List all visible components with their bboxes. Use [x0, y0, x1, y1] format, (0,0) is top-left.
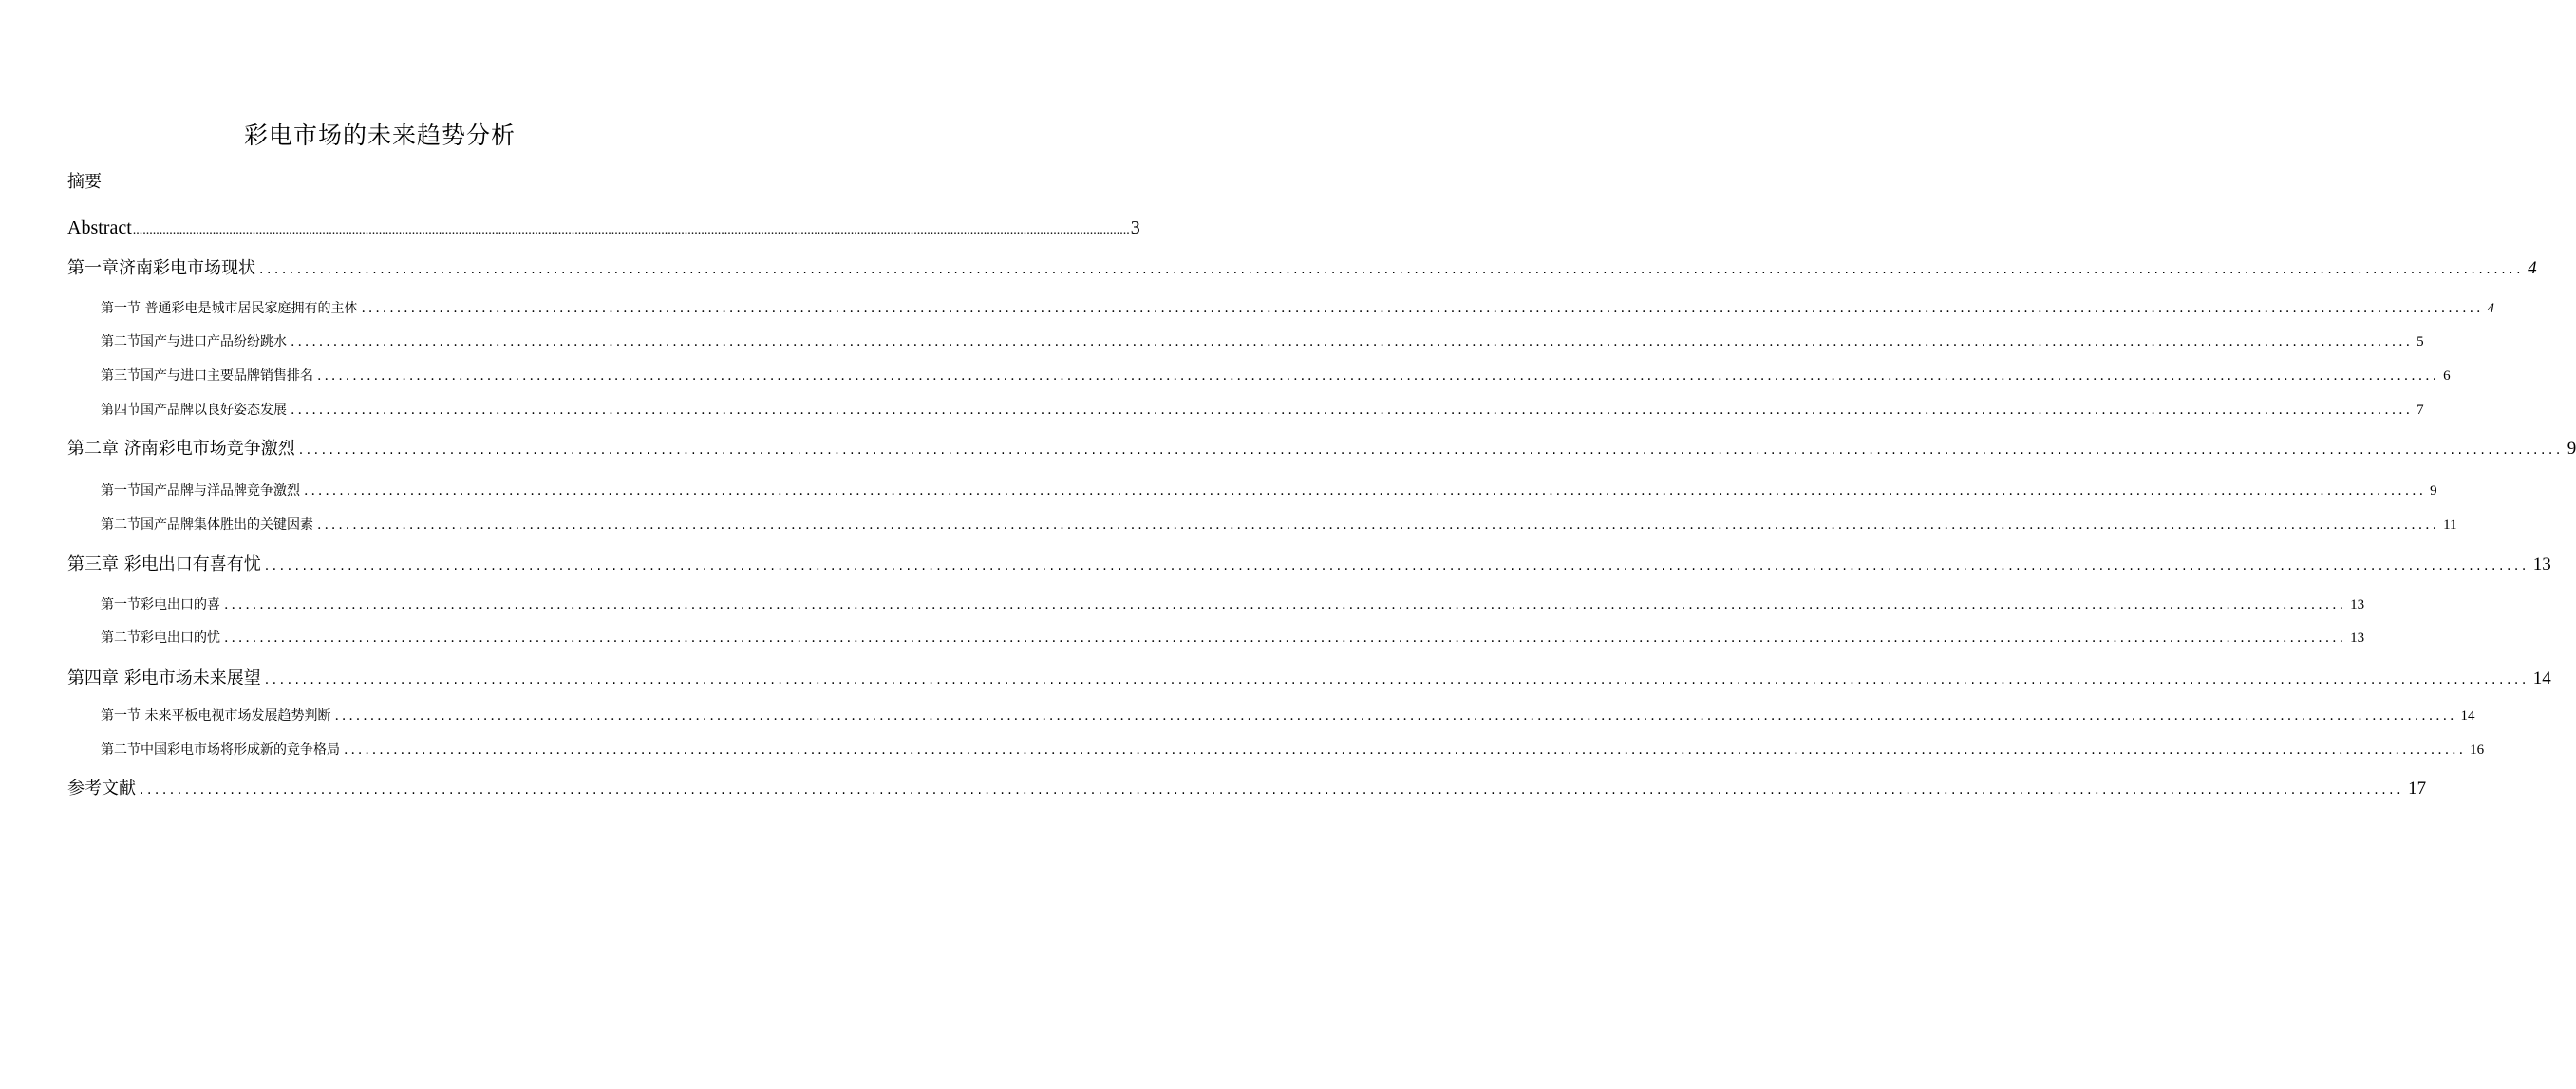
toc-entry-page: 5: [2416, 334, 2424, 349]
toc-entry-label: 参考文献: [67, 779, 136, 798]
dot-leader: ............................................................................................................................................................................................................................................................................................................: [264, 672, 2529, 687]
toc-entry-page: 13: [2350, 630, 2365, 646]
dot-leader: ............................................................................................................................................................................................................................................................................................................: [317, 368, 2440, 384]
abstract-heading-cn: 摘要: [67, 172, 102, 192]
toc-entry-page: 6: [2443, 368, 2451, 384]
dot-leader: ............................................................................................................................................................................................................................................................................................................: [224, 630, 2347, 646]
toc-entry-label: 第二节国产品牌集体胜出的关键因素: [101, 517, 313, 533]
dot-leader: ............................................................................................................................................................................................................................................................................................................: [291, 334, 2414, 349]
dot-leader: ............................................................................................................................................................................................................................................................................................................: [344, 742, 2467, 758]
toc-entry-chapter-4[interactable]: [67, 667, 2551, 692]
toc-entry-page: 13: [2350, 597, 2365, 612]
toc-entry-page: 14: [2532, 668, 2551, 688]
toc-entry-label: 第一节 普通彩电是城市居民家庭拥有的主体: [101, 301, 358, 316]
toc-entry-label: 第三节国产与进口主要品牌销售排名: [101, 368, 313, 384]
toc-entry-section-1-4[interactable]: [101, 400, 2424, 421]
toc-entry-label: 第四章 彩电市场未来展望: [67, 668, 261, 688]
toc-entry-label: Abstract: [67, 217, 132, 238]
toc-entry-page: 3: [1130, 217, 1140, 238]
dot-leader: ............................................................................................................................................................................................................................................................................................................: [361, 301, 2484, 316]
toc-entry-page: 17: [2408, 779, 2427, 798]
toc-entry-section-2-1[interactable]: [101, 480, 2437, 501]
toc-entry-label: 第一节 未来平板电视市场发展趋势判断: [101, 708, 331, 723]
toc-entry-label: 第一节彩电出口的喜: [101, 597, 220, 612]
toc-entry-page: 7: [2416, 403, 2424, 418]
dot-leader: ............................................................................................................................................................................................................................................................................................................: [317, 517, 2440, 533]
dot-leader: ............................................................................................................................................................................................................................................................................................................: [304, 483, 2427, 498]
toc-entry-label: 第一节国产品牌与洋品牌竞争激烈: [101, 483, 300, 498]
dot-leader: ............................................................................................................................................................................................................................................................................................................: [224, 597, 2347, 612]
toc-entry-page: 4: [2487, 301, 2495, 316]
toc-entry-page: 4: [2528, 258, 2537, 278]
dot-leader: ............................................................................................................................................................................................................................................................................................................: [140, 782, 2405, 798]
dot-leader: ............................................................................................................................................................................................................................................................................................................: [298, 442, 2564, 458]
toc-entry-abstract[interactable]: [67, 216, 1140, 243]
dot-leader: ............................................................................................................................................................................................................................................................................................................: [334, 708, 2457, 723]
toc-entry-section-4-2[interactable]: [101, 740, 2485, 760]
toc-entry-page: 13: [2532, 554, 2551, 574]
toc-entry-section-2-2[interactable]: [101, 515, 2457, 535]
toc-entry-label: 第四节国产品牌以良好姿态发展: [101, 403, 287, 418]
toc-entry-section-1-3[interactable]: [101, 366, 2451, 386]
toc-entry-label: 第二节中国彩电市场将形成新的竞争格局: [101, 742, 340, 758]
toc-entry-label: 第二节国产与进口产品纷纷跳水: [101, 334, 287, 349]
toc-entry-chapter-2[interactable]: [67, 437, 2576, 462]
toc-entry-section-3-1[interactable]: [101, 594, 2365, 615]
toc-entry-label: 第二章 济南彩电市场竞争激烈: [67, 439, 295, 459]
toc-entry-section-3-2[interactable]: [101, 628, 2365, 648]
toc-entry-page: 11: [2443, 517, 2457, 533]
toc-entry-chapter-1[interactable]: [67, 256, 2537, 282]
toc-entry-section-1-1[interactable]: [101, 298, 2495, 319]
toc-entry-label: 第一章济南彩电市场现状: [67, 258, 255, 278]
toc-entry-section-4-1[interactable]: [101, 705, 2475, 726]
document-title: 彩电市场的未来趋势分析: [243, 122, 516, 149]
dot-leader: ............................................................................................................................................................................................................................................................................................................: [132, 223, 1130, 237]
toc-entry-label: 第三章 彩电出口有喜有忧: [67, 554, 261, 574]
dot-leader: ............................................................................................................................................................................................................................................................................................................: [291, 403, 2414, 418]
toc-entry-page: 16: [2470, 742, 2485, 758]
toc-entry-label: 第二节彩电出口的忧: [101, 630, 220, 646]
dot-leader: ............................................................................................................................................................................................................................................................................................................: [264, 558, 2529, 573]
toc-entry-page: 9: [2430, 483, 2437, 498]
toc-entry-page: 14: [2460, 708, 2475, 723]
dot-leader: ............................................................................................................................................................................................................................................................................................................: [259, 262, 2525, 277]
toc-entry-references[interactable]: [67, 777, 2427, 802]
toc-entry-page: 9: [2567, 439, 2576, 459]
toc-entry-chapter-3[interactable]: [67, 553, 2551, 578]
toc-entry-section-1-2[interactable]: [101, 331, 2424, 352]
